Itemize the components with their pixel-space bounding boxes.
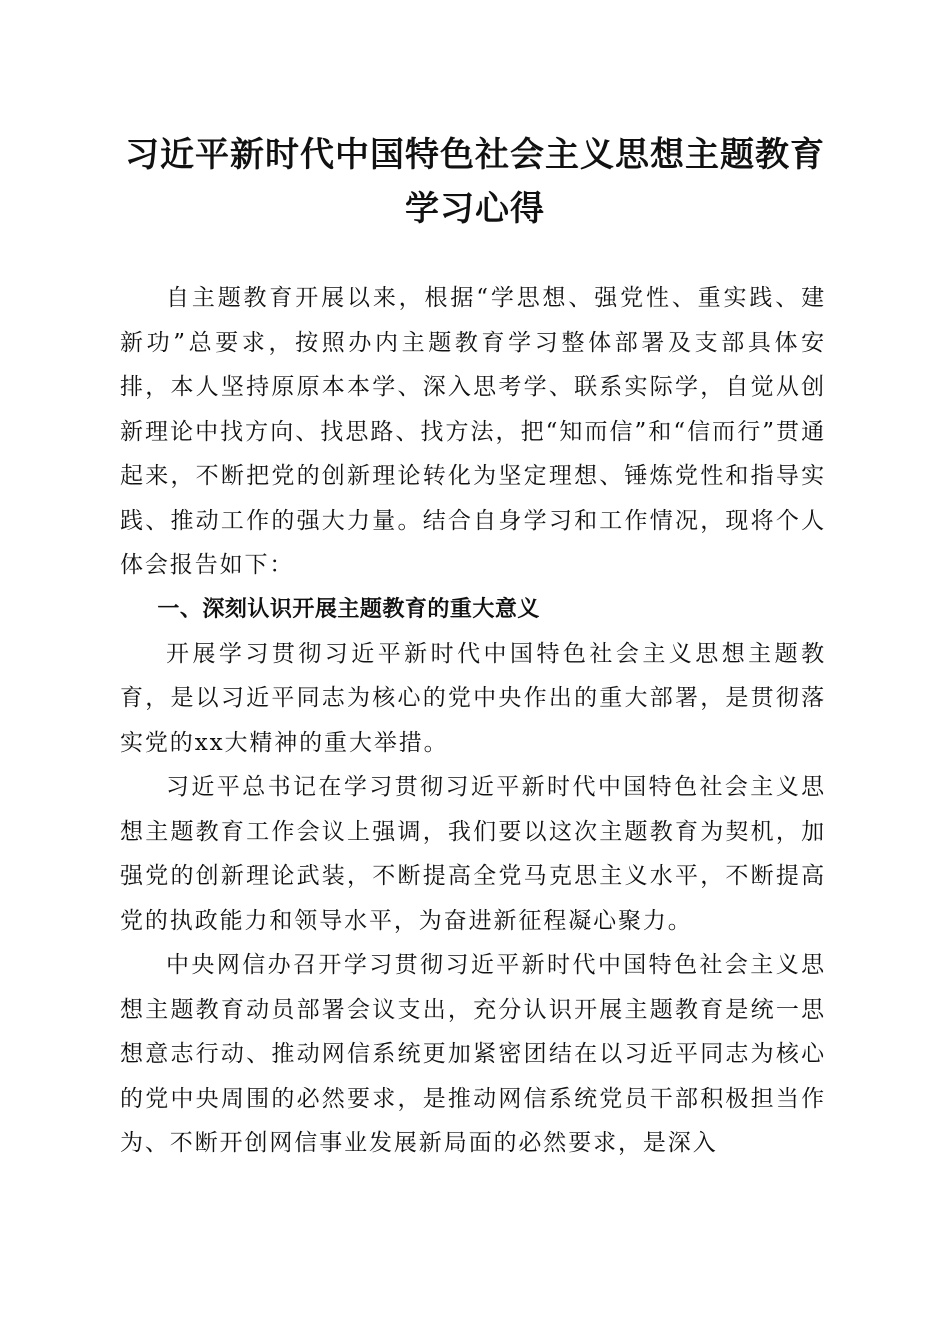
intro-paragraph: 自主题教育开展以来，根据“学思想、强党性、重实践、建新功”总要求，按照办内主题教育学习整体部署及支部具体安排，本人坚持原原本本学、深入思考学、联系实际学，自觉从创新理论中找方向、找思路、找方法，把“知而信”和“信而行”贯通起来，不断把党的创新理论转化为坚定理想、锤炼党性和指导实践、推动工作的强大力量。结合自身学习和工作情况，现将个人体会报告如下： [120,285,826,578]
section-heading-1: 一、深刻认识开展主题教育的重大意义 [157,596,540,622]
document-body [120,276,826,1166]
title-line-1: 习近平新时代中国特色社会主义思想主题教育 [125,135,825,175]
body-paragraph-2: 习近平总书记在学习贯彻习近平新时代中国特色社会主义思想主题教育工作会议上强调，我们要以这次主题教育为契机，加强党的创新理论武装，不断提高全党马克思主义水平，不断提高党的执政能力和领导水平，为奋进新征程凝心聚力。 [120,774,826,934]
body-paragraph-3: 中央网信办召开学习贯彻习近平新时代中国特色社会主义思想主题教育动员部署会议支出，充分认识开展主题教育是统一思想意志行动、推动网信系统更加紧密团结在以习近平同志为核心的党中央周围的必然要求，是推动网信系统党员干部积极担当作为、不断开创网信事业发展新局面的必然要求，是深入 [120,952,826,1156]
body-paragraph-1: 开展学习贯彻习近平新时代中国特色社会主义思想主题教育，是以习近平同志为核心的党中央作出的重大部署，是贯彻落实党的xx大精神的重大举措。 [120,640,826,756]
title-line-2: 学习心得 [405,189,545,229]
document-title [100,128,850,236]
